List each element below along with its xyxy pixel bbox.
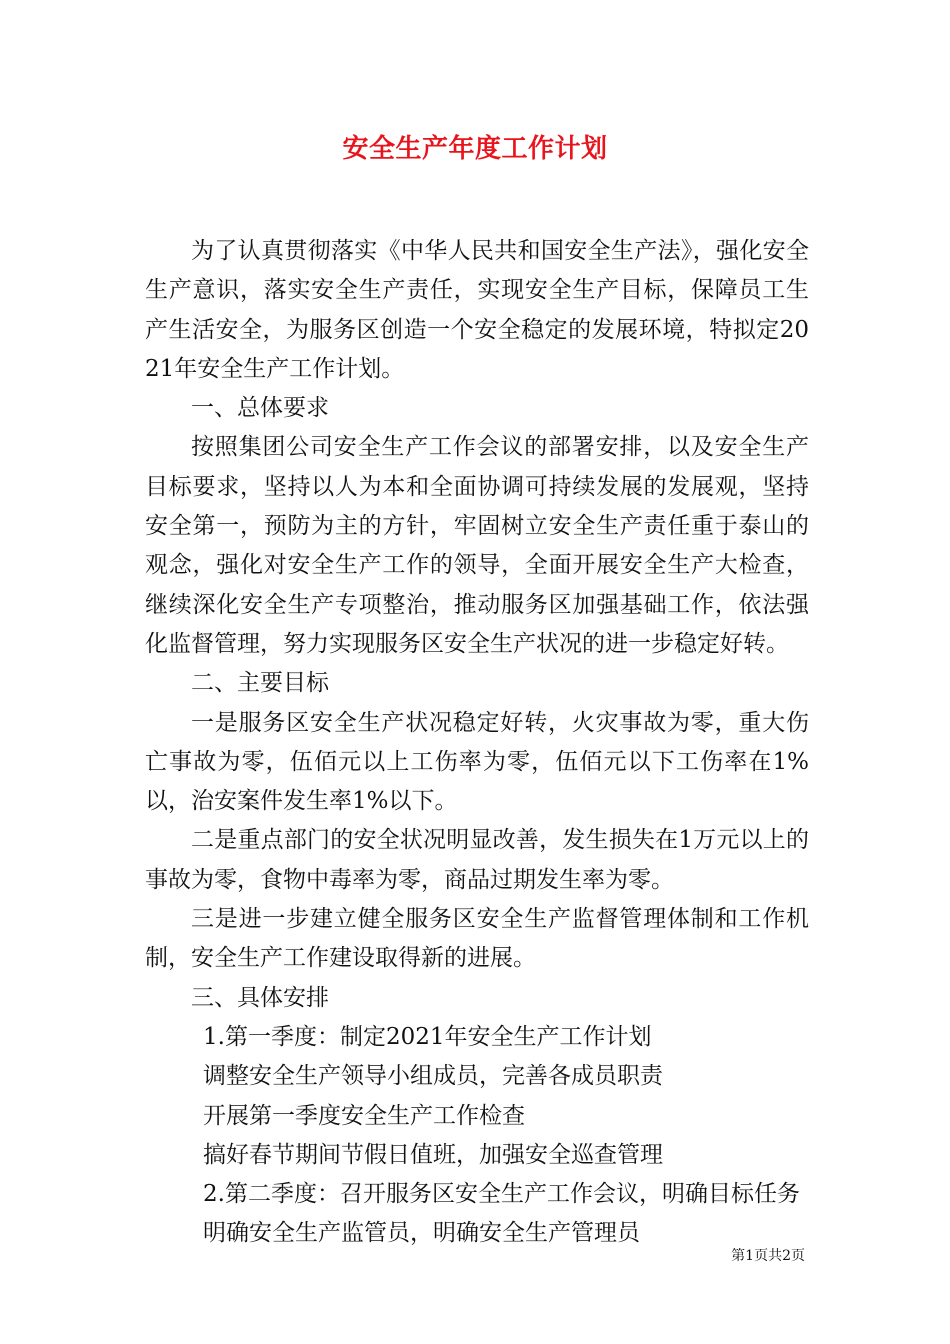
goal-paragraph-3: 三是进一步建立健全服务区安全生产监督管理体制和工作机制，安全生产工作建设取得新的进展。 <box>145 906 809 972</box>
arrangement-line-3: 开展第一季度安全生产工作检查 <box>203 1102 525 1129</box>
arrangement-line-2: 调整安全生产领导小组成员，完善各成员职责 <box>203 1063 663 1090</box>
arrangement-line-5: 2.第二季度：召开服务区安全生产工作会议，明确目标任务 <box>203 1181 800 1208</box>
goal-paragraph-1: 一是服务区安全生产状况稳定好转，火灾事故为零，重大伤亡事故为零，伍佰元以上工伤率为零，伍佰元以下工伤率在1%以，治安案件发生率1%以下。 <box>145 709 809 815</box>
goal-paragraph-2: 二是重点部门的安全状况明显改善，发生损失在1万元以上的事故为零，食物中毒率为零，商品过期发生率为零。 <box>145 827 809 893</box>
section-heading-specific-arrangements: 三、具体安排 <box>191 984 329 1011</box>
section-heading-main-goals: 二、主要目标 <box>191 670 329 697</box>
section-heading-general-requirements: 一、总体要求 <box>191 395 329 422</box>
general-requirements-paragraph: 按照集团公司安全生产工作会议的部署安排，以及安全生产目标要求，坚持以人为本和全面协调可持续发展的发展观，坚持安全第一，预防为主的方针，牢固树立安全生产责任重于泰山的观念，强化对安全生产工作的领导，全面开展安全生产大检查，继续深化安全生产专项整治，推动服务区加强基础工作，依法强化监督管理，努力实现服务区安全生产状况的进一步稳定好转。 <box>145 434 809 657</box>
page-number-footer: 第1页共2页 <box>731 1248 805 1264</box>
arrangement-line-4: 搞好春节期间节假日值班，加强安全巡查管理 <box>203 1141 663 1168</box>
intro-paragraph: 为了认真贯彻落实《中华人民共和国安全生产法》，强化安全生产意识，落实安全生产责任，实现安全生产目标，保障员工生产生活安全，为服务区创造一个安全稳定的发展环境，特拟定2021年安全生产工作计划。 <box>145 238 809 382</box>
arrangement-line-6: 明确安全生产监管员，明确安全生产管理员 <box>203 1220 640 1247</box>
document-title: 安全生产年度工作计划 <box>342 134 608 164</box>
document-body <box>145 232 809 1254</box>
arrangement-line-1: 1.第一季度：制定2021年安全生产工作计划 <box>203 1023 652 1050</box>
